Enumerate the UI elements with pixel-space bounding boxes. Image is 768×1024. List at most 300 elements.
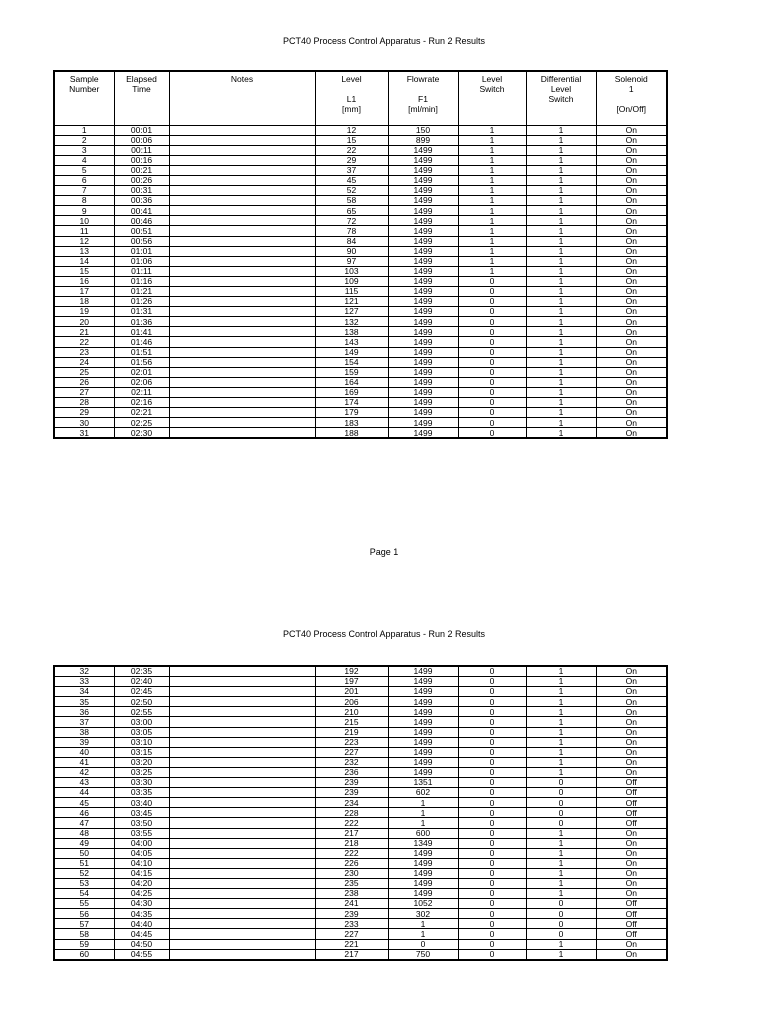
solenoid-cell: On [596, 287, 667, 297]
elapsed-time-cell: 02:06 [114, 377, 169, 387]
differential-level-switch-cell: 1 [526, 707, 596, 717]
flowrate-cell: 602 [388, 788, 458, 798]
notes-cell [169, 165, 315, 175]
differential-level-switch-cell: 1 [526, 155, 596, 165]
level-switch-cell: 0 [458, 828, 526, 838]
level-switch-cell: 0 [458, 337, 526, 347]
notes-cell [169, 899, 315, 909]
elapsed-time-cell: 02:45 [114, 687, 169, 697]
level-switch-cell: 0 [458, 307, 526, 317]
flowrate-cell: 1499 [388, 727, 458, 737]
differential-level-switch-cell: 1 [526, 165, 596, 175]
notes-cell [169, 125, 315, 135]
level-switch-cell: 1 [458, 186, 526, 196]
table-row [54, 327, 667, 337]
level-switch-cell: 0 [458, 737, 526, 747]
table-row [54, 418, 667, 428]
sample-number-cell: 39 [54, 737, 114, 747]
table-row [54, 687, 667, 697]
notes-cell [169, 155, 315, 165]
notes-cell [169, 868, 315, 878]
elapsed-time-cell: 00:51 [114, 226, 169, 236]
table-row [54, 196, 667, 206]
table-row [54, 727, 667, 737]
elapsed-time-cell: 04:25 [114, 889, 169, 899]
page2-title: PCT40 Process Control Apparatus - Run 2 Results [282, 629, 486, 639]
notes-cell [169, 256, 315, 266]
table-row [54, 317, 667, 327]
table-row [54, 848, 667, 858]
elapsed-time-cell: 04:30 [114, 899, 169, 909]
differential-level-switch-cell: 0 [526, 778, 596, 788]
differential-level-switch-cell: 1 [526, 737, 596, 747]
flowrate-cell: 1499 [388, 357, 458, 367]
level-cell: 164 [315, 377, 388, 387]
flowrate-cell: 1499 [388, 226, 458, 236]
notes-cell [169, 145, 315, 155]
level-switch-cell: 0 [458, 848, 526, 858]
elapsed-time-cell: 01:56 [114, 357, 169, 367]
flowrate-cell: 600 [388, 828, 458, 838]
sample-number-cell: 13 [54, 246, 114, 256]
level-switch-cell: 0 [458, 929, 526, 939]
flowrate-cell: 1499 [388, 206, 458, 216]
solenoid-cell: On [596, 717, 667, 727]
level-switch-cell: 0 [458, 899, 526, 909]
flowrate-cell: 1499 [388, 347, 458, 357]
level-switch-cell: 1 [458, 175, 526, 185]
table-row [54, 818, 667, 828]
sample-number-cell: 33 [54, 677, 114, 687]
elapsed-time-cell: 02:21 [114, 408, 169, 418]
flowrate-cell: 1499 [388, 266, 458, 276]
solenoid-cell: On [596, 186, 667, 196]
solenoid-cell: On [596, 175, 667, 185]
solenoid-cell: On [596, 757, 667, 767]
level-cell: 239 [315, 778, 388, 788]
flowrate-cell: 1499 [388, 858, 458, 868]
level-switch-cell: 0 [458, 428, 526, 439]
notes-cell [169, 778, 315, 788]
table-row [54, 939, 667, 949]
table-row [54, 788, 667, 798]
sample-number-cell: 30 [54, 418, 114, 428]
notes-cell [169, 949, 315, 960]
level-cell: 218 [315, 838, 388, 848]
table-row [54, 868, 667, 878]
level-switch-cell: 0 [458, 687, 526, 697]
level-switch-cell: 0 [458, 717, 526, 727]
solenoid-cell: On [596, 677, 667, 687]
header-flowrate: Flowrate F1 [ml/min] [388, 71, 458, 125]
elapsed-time-cell: 00:11 [114, 145, 169, 155]
differential-level-switch-cell: 1 [526, 175, 596, 185]
level-cell: 223 [315, 737, 388, 747]
table-row [54, 186, 667, 196]
level-cell: 45 [315, 175, 388, 185]
sample-number-cell: 29 [54, 408, 114, 418]
notes-cell [169, 398, 315, 408]
differential-level-switch-cell: 1 [526, 939, 596, 949]
differential-level-switch-cell: 1 [526, 697, 596, 707]
level-cell: 238 [315, 889, 388, 899]
table-row [54, 337, 667, 347]
solenoid-cell: On [596, 236, 667, 246]
level-switch-cell: 0 [458, 808, 526, 818]
level-cell: 179 [315, 408, 388, 418]
notes-cell [169, 666, 315, 677]
notes-cell [169, 196, 315, 206]
solenoid-cell: On [596, 428, 667, 439]
results-table-page1 [53, 70, 668, 439]
flowrate-cell: 1499 [388, 327, 458, 337]
table-row [54, 357, 667, 367]
differential-level-switch-cell: 1 [526, 677, 596, 687]
table-row [54, 297, 667, 307]
notes-cell [169, 818, 315, 828]
header-differential-level-switch: Differential Level Switch [526, 71, 596, 125]
flowrate-cell: 1499 [388, 236, 458, 246]
sample-number-cell: 48 [54, 828, 114, 838]
level-switch-cell: 0 [458, 707, 526, 717]
differential-level-switch-cell: 1 [526, 828, 596, 838]
sample-number-cell: 56 [54, 909, 114, 919]
differential-level-switch-cell: 1 [526, 216, 596, 226]
elapsed-time-cell: 02:01 [114, 367, 169, 377]
level-cell: 221 [315, 939, 388, 949]
solenoid-cell: On [596, 337, 667, 347]
elapsed-time-cell: 04:50 [114, 939, 169, 949]
elapsed-time-cell: 02:55 [114, 707, 169, 717]
solenoid-cell: On [596, 747, 667, 757]
elapsed-time-cell: 00:01 [114, 125, 169, 135]
elapsed-time-cell: 02:16 [114, 398, 169, 408]
level-switch-cell: 0 [458, 727, 526, 737]
sample-number-cell: 47 [54, 818, 114, 828]
level-cell: 215 [315, 717, 388, 727]
level-cell: 149 [315, 347, 388, 357]
flowrate-cell: 1 [388, 798, 458, 808]
flowrate-cell: 1499 [388, 145, 458, 155]
flowrate-cell: 150 [388, 125, 458, 135]
differential-level-switch-cell: 1 [526, 717, 596, 727]
level-switch-cell: 0 [458, 889, 526, 899]
notes-cell [169, 929, 315, 939]
sample-number-cell: 57 [54, 919, 114, 929]
level-cell: 192 [315, 666, 388, 677]
solenoid-cell: Off [596, 778, 667, 788]
flowrate-cell: 1499 [388, 216, 458, 226]
flowrate-cell: 1499 [388, 707, 458, 717]
differential-level-switch-cell: 1 [526, 206, 596, 216]
notes-cell [169, 737, 315, 747]
level-switch-cell: 0 [458, 868, 526, 878]
differential-level-switch-cell: 1 [526, 256, 596, 266]
elapsed-time-cell: 00:06 [114, 135, 169, 145]
solenoid-cell: On [596, 297, 667, 307]
differential-level-switch-cell: 1 [526, 125, 596, 135]
flowrate-cell: 1 [388, 808, 458, 818]
differential-level-switch-cell: 0 [526, 788, 596, 798]
table-row [54, 757, 667, 767]
table-row [54, 307, 667, 317]
differential-level-switch-cell: 1 [526, 367, 596, 377]
notes-cell [169, 307, 315, 317]
level-cell: 241 [315, 899, 388, 909]
sample-number-cell: 44 [54, 788, 114, 798]
level-switch-cell: 0 [458, 317, 526, 327]
table-row [54, 707, 667, 717]
table-row [54, 276, 667, 286]
flowrate-cell: 1499 [388, 256, 458, 266]
flowrate-cell: 1499 [388, 186, 458, 196]
flowrate-cell: 1499 [388, 747, 458, 757]
sample-number-cell: 50 [54, 848, 114, 858]
differential-level-switch-cell: 1 [526, 418, 596, 428]
solenoid-cell: On [596, 246, 667, 256]
sample-number-cell: 42 [54, 767, 114, 777]
sample-number-cell: 26 [54, 377, 114, 387]
elapsed-time-cell: 00:26 [114, 175, 169, 185]
table-row [54, 377, 667, 387]
differential-level-switch-cell: 0 [526, 818, 596, 828]
level-cell: 228 [315, 808, 388, 818]
differential-level-switch-cell: 1 [526, 687, 596, 697]
level-cell: 29 [315, 155, 388, 165]
sample-number-cell: 20 [54, 317, 114, 327]
sample-number-cell: 10 [54, 216, 114, 226]
differential-level-switch-cell: 1 [526, 327, 596, 337]
elapsed-time-cell: 01:26 [114, 297, 169, 307]
elapsed-time-cell: 03:50 [114, 818, 169, 828]
notes-cell [169, 788, 315, 798]
flowrate-cell: 1499 [388, 428, 458, 439]
differential-level-switch-cell: 1 [526, 848, 596, 858]
table-row [54, 428, 667, 439]
differential-level-switch-cell: 1 [526, 297, 596, 307]
solenoid-cell: On [596, 216, 667, 226]
level-switch-cell: 1 [458, 155, 526, 165]
level-switch-cell: 1 [458, 165, 526, 175]
level-cell: 226 [315, 858, 388, 868]
table-row [54, 145, 667, 155]
notes-cell [169, 848, 315, 858]
solenoid-cell: On [596, 858, 667, 868]
differential-level-switch-cell: 1 [526, 408, 596, 418]
sample-number-cell: 21 [54, 327, 114, 337]
level-switch-cell: 1 [458, 266, 526, 276]
elapsed-time-cell: 01:06 [114, 256, 169, 266]
level-switch-cell: 1 [458, 145, 526, 155]
sample-number-cell: 41 [54, 757, 114, 767]
level-switch-cell: 0 [458, 677, 526, 687]
elapsed-time-cell: 01:21 [114, 287, 169, 297]
level-switch-cell: 0 [458, 798, 526, 808]
solenoid-cell: Off [596, 808, 667, 818]
table-row [54, 778, 667, 788]
elapsed-time-cell: 02:40 [114, 677, 169, 687]
table-row [54, 878, 667, 888]
differential-level-switch-cell: 0 [526, 929, 596, 939]
sample-number-cell: 31 [54, 428, 114, 439]
solenoid-cell: On [596, 125, 667, 135]
flowrate-cell: 1499 [388, 677, 458, 687]
solenoid-cell: On [596, 408, 667, 418]
elapsed-time-cell: 01:16 [114, 276, 169, 286]
level-switch-cell: 0 [458, 418, 526, 428]
solenoid-cell: Off [596, 929, 667, 939]
notes-cell [169, 297, 315, 307]
flowrate-cell: 1499 [388, 307, 458, 317]
table-row [54, 165, 667, 175]
table-row [54, 767, 667, 777]
sample-number-cell: 16 [54, 276, 114, 286]
sample-number-cell: 3 [54, 145, 114, 155]
table-row [54, 666, 667, 677]
flowrate-cell: 1351 [388, 778, 458, 788]
sample-number-cell: 19 [54, 307, 114, 317]
flowrate-cell: 1499 [388, 337, 458, 347]
notes-cell [169, 858, 315, 868]
header-level-switch: Level Switch [458, 71, 526, 125]
solenoid-cell: On [596, 135, 667, 145]
notes-cell [169, 878, 315, 888]
level-switch-cell: 0 [458, 878, 526, 888]
sample-number-cell: 28 [54, 398, 114, 408]
differential-level-switch-cell: 1 [526, 337, 596, 347]
level-cell: 235 [315, 878, 388, 888]
level-cell: 22 [315, 145, 388, 155]
solenoid-cell: On [596, 878, 667, 888]
table-row [54, 899, 667, 909]
sample-number-cell: 54 [54, 889, 114, 899]
level-switch-cell: 1 [458, 125, 526, 135]
sample-number-cell: 51 [54, 858, 114, 868]
elapsed-time-cell: 04:35 [114, 909, 169, 919]
level-cell: 90 [315, 246, 388, 256]
solenoid-cell: On [596, 165, 667, 175]
elapsed-time-cell: 04:55 [114, 949, 169, 960]
notes-cell [169, 135, 315, 145]
elapsed-time-cell: 03:30 [114, 778, 169, 788]
differential-level-switch-cell: 1 [526, 246, 596, 256]
flowrate-cell: 1499 [388, 175, 458, 185]
notes-cell [169, 919, 315, 929]
level-cell: 222 [315, 848, 388, 858]
elapsed-time-cell: 00:21 [114, 165, 169, 175]
sample-number-cell: 8 [54, 196, 114, 206]
level-switch-cell: 0 [458, 818, 526, 828]
sample-number-cell: 45 [54, 798, 114, 808]
solenoid-cell: On [596, 377, 667, 387]
differential-level-switch-cell: 1 [526, 145, 596, 155]
flowrate-cell: 1349 [388, 838, 458, 848]
elapsed-time-cell: 01:11 [114, 266, 169, 276]
differential-level-switch-cell: 1 [526, 266, 596, 276]
elapsed-time-cell: 01:01 [114, 246, 169, 256]
level-cell: 232 [315, 757, 388, 767]
table-row [54, 287, 667, 297]
solenoid-cell: Off [596, 818, 667, 828]
notes-cell [169, 697, 315, 707]
differential-level-switch-cell: 1 [526, 287, 596, 297]
level-cell: 138 [315, 327, 388, 337]
level-cell: 230 [315, 868, 388, 878]
solenoid-cell: On [596, 256, 667, 266]
table-row [54, 125, 667, 135]
table-row [54, 155, 667, 165]
level-cell: 219 [315, 727, 388, 737]
level-switch-cell: 0 [458, 949, 526, 960]
differential-level-switch-cell: 1 [526, 858, 596, 868]
notes-cell [169, 317, 315, 327]
solenoid-cell: On [596, 266, 667, 276]
elapsed-time-cell: 03:15 [114, 747, 169, 757]
level-cell: 233 [315, 919, 388, 929]
flowrate-cell: 1499 [388, 387, 458, 397]
notes-cell [169, 838, 315, 848]
notes-cell [169, 327, 315, 337]
notes-cell [169, 939, 315, 949]
level-switch-cell: 0 [458, 367, 526, 377]
notes-cell [169, 337, 315, 347]
table-row [54, 828, 667, 838]
table-row [54, 747, 667, 757]
flowrate-cell: 1499 [388, 196, 458, 206]
differential-level-switch-cell: 1 [526, 276, 596, 286]
table-row [54, 347, 667, 357]
solenoid-cell: On [596, 145, 667, 155]
sample-number-cell: 38 [54, 727, 114, 737]
elapsed-time-cell: 02:50 [114, 697, 169, 707]
differential-level-switch-cell: 1 [526, 767, 596, 777]
table-row [54, 266, 667, 276]
flowrate-cell: 1499 [388, 717, 458, 727]
sample-number-cell: 43 [54, 778, 114, 788]
table-row [54, 226, 667, 236]
solenoid-cell: On [596, 206, 667, 216]
notes-cell [169, 377, 315, 387]
table-body-page2 [54, 666, 667, 960]
flowrate-cell: 1499 [388, 408, 458, 418]
level-switch-cell: 0 [458, 297, 526, 307]
flowrate-cell: 750 [388, 949, 458, 960]
level-cell: 52 [315, 186, 388, 196]
differential-level-switch-cell: 1 [526, 377, 596, 387]
solenoid-cell: On [596, 687, 667, 697]
notes-cell [169, 889, 315, 899]
table-row [54, 858, 667, 868]
level-cell: 217 [315, 828, 388, 838]
solenoid-cell: On [596, 949, 667, 960]
sample-number-cell: 36 [54, 707, 114, 717]
solenoid-cell: On [596, 727, 667, 737]
flowrate-cell: 1499 [388, 246, 458, 256]
level-cell: 206 [315, 697, 388, 707]
level-cell: 217 [315, 949, 388, 960]
elapsed-time-cell: 03:05 [114, 727, 169, 737]
flowrate-cell: 0 [388, 939, 458, 949]
level-switch-cell: 1 [458, 246, 526, 256]
level-cell: 72 [315, 216, 388, 226]
notes-cell [169, 206, 315, 216]
level-cell: 234 [315, 798, 388, 808]
differential-level-switch-cell: 1 [526, 757, 596, 767]
level-switch-cell: 1 [458, 226, 526, 236]
elapsed-time-cell: 03:25 [114, 767, 169, 777]
flowrate-cell: 1 [388, 929, 458, 939]
flowrate-cell: 1499 [388, 367, 458, 377]
